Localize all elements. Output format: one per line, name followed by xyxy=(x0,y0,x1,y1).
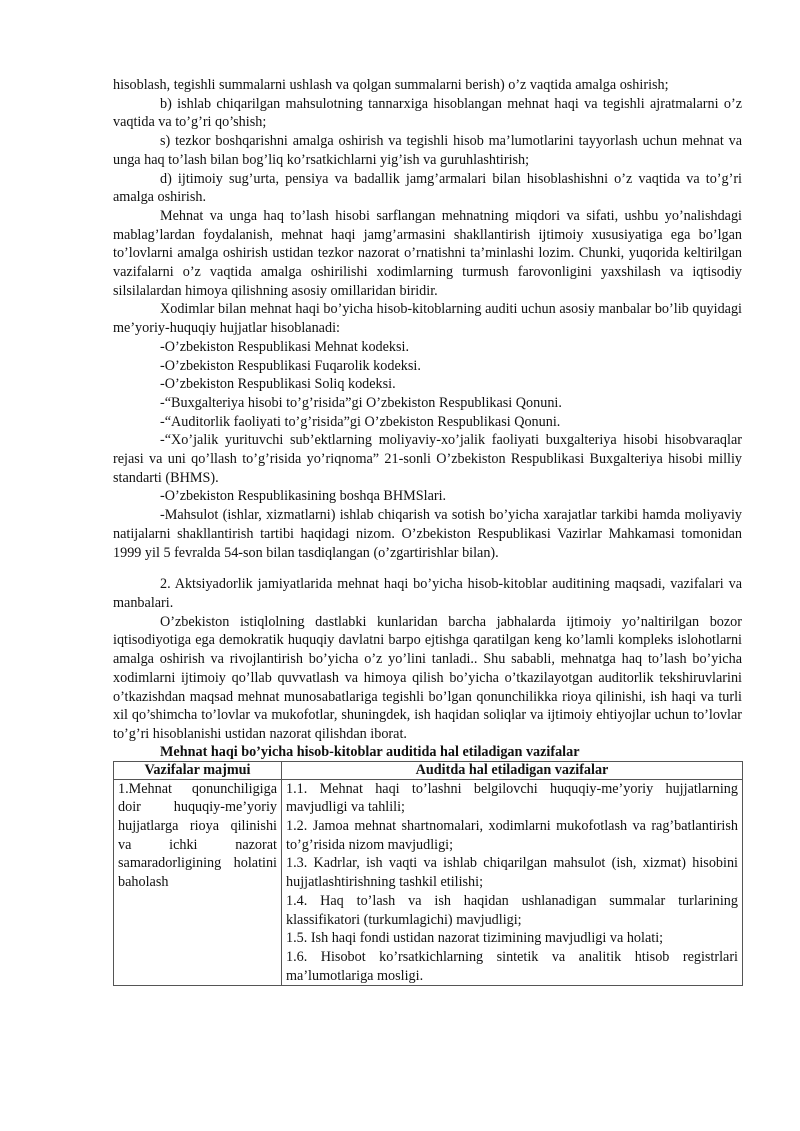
table-header-row xyxy=(114,761,743,779)
section-heading: 2. Aktsiyadorlik jamiyatlarida mehnat haqi bo’yicha hisob-kitoblar auditining maqsadi, vazifalari va manbalari. xyxy=(113,576,742,611)
list-item: -“Auditorlik faoliyati to’g’risida”gi O’zbekiston Respublikasi Qonuni. xyxy=(160,413,561,430)
paragraph: s) tezkor boshqarishni amalga oshirish va tegishli hisob ma’lumotlarini tayyorlash uchun mehnat va unga haq to’lash bilan bog’liq ko’rsatkichlarni yig’ish va guruhlashtirish; xyxy=(113,133,742,168)
list-item: -“Buxgalteriya hisobi to’g’risida”gi O’zbekiston Respublikasi Qonuni. xyxy=(160,394,562,411)
list-item: -Mahsulot (ishlar, xizmatlarni) ishlab chiqarish va sotish bo’yicha xarajatlar tarkibi hamda moliyaviy natijalarni shakllantirish tartibi haqidagi nizom. O’zbekiston Respublikasi Vazirlar Mahkamasi tomonidan 1999 yil 5 fevralda 54-son bilan tasdiqlangan (o’zgartirishlar bilan). xyxy=(113,507,742,561)
list-item: -O’zbekiston Respublikasi Soliq kodeksi. xyxy=(160,376,396,393)
paragraph-list-top xyxy=(113,76,742,562)
paragraph: Mehnat va unga haq to’lash hisobi sarflangan mehnatning miqdori va sifati, ushbu yo’nalishdagi mablag’lardan foydalanish, mehnat haqi jamg’armasini shakllantirish ijtimoiy xususiyatiga ega bo’lgan to’lovlarni amalga oshirish ustidan tezkor nazorat o’rnatishni ta’minlashi lozim. Chunki, yuqorida keltirilgan vazifalarni o’z vaqtida amalga oshirilishi xodimlarning turmush farovonligini yaxshilash va iqtisodiy silsilalardan himoya qilishning asosiy omillaridan biridir. xyxy=(113,207,742,299)
task-list-cell xyxy=(282,779,743,986)
document-page xyxy=(113,76,742,986)
paragraph: Xodimlar bilan mehnat haqi bo’yicha hisob-kitoblarning auditi uchun asosiy manbalar bo’lib quyidagi me’yoriy-huquqiy hujjatlar hisoblanadi: xyxy=(113,301,742,337)
column-header-tasks: Auditda hal etiladigan vazifalar xyxy=(282,761,743,779)
task-item: 1.5. Ish haqi fondi ustidan nazorat tizimining mavjudligi va holati; xyxy=(286,930,664,947)
list-item: -O’zbekiston Respublikasi Fuqarolik kodeksi. xyxy=(160,357,421,374)
table-title: Mehnat haqi bo’yicha hisob-kitoblar auditida hal etiladigan vazifalar xyxy=(160,743,580,760)
task-item: 1.4. Haq to’lash va ish haqidan ushlanadigan summalar turlarining klassifikatori (turkumlagichi) mavjudligi; xyxy=(286,892,738,928)
column-header-group: Vazifalar majmui xyxy=(114,761,282,779)
task-group-cell: 1.Mehnat qonunchiligiga doir huquqiy-me’yoriy hujjatlarga rioya qilinishi va ichki nazorat samaradorligining holatini baholash xyxy=(114,779,282,986)
list-item: -O’zbekiston Respublikasi Mehnat kodeksi. xyxy=(160,338,410,355)
spacer xyxy=(113,562,742,575)
task-item: 1.1. Mehnat haqi to’lashni belgilovchi huquqiy-me’yoriy hujjatlarning mavjudligi va tahlili; xyxy=(286,780,738,816)
task-item: 1.3. Kadrlar, ish vaqti va ishlab chiqarilgan mahsulot (ish, xizmat) hisobini hujjatlashtirishning tashkil etilishi; xyxy=(286,855,738,891)
paragraph: d) ijtimoiy sug’urta, pensiya va badallik jamg’armalari bilan hisoblashishni o’z vaqtida va to’g’ri amalga oshirish. xyxy=(113,170,742,206)
list-item: -O’zbekiston Respublikasining boshqa BHMSlari. xyxy=(160,488,447,505)
list-item: -“Xo’jalik yurituvchi sub’ektlarning moliyaviy-xo’jalik faoliyati buxgalteriya hisobi hisobvaraqlar rejasi va uni qo’llash to’g’risida yo’riqnoma” 21-sonli O’zbekiston Respublikasi Buxgalteriya hisobi milliy standarti (BHMS). xyxy=(113,432,742,486)
paragraph: hisoblash, tegishli summalarni ushlash va qolgan summalarni berish) o’z vaqtida amalga oshirish; xyxy=(113,77,669,93)
paragraph-main: O’zbekiston istiqlolning dastlabki kunlaridan barcha jabhalarda ijtimoiy yo’naltirilgan bozor iqtisodiyotiga ega demokratik huquqiy davlatni barpo ejtishga qaratilgan keng ko’lamli kompleks islohotlarni amalga oshirish va rivojlantirish bo’yicha o’z yo’lini tanladi.. Shu sababli, mehnatga haq to’lash bo’yicha xodimlarni ijtimoiy qo’llab quvvatlash va himoya qilish bo’yicha o’tkazilayotgan auditorlik tekshiruvlarini o’tkazishdan maqsad mehnat munosabatlariga tegishli bo’lgan qonunchilikka rioya qilinishi, ish haqi va turli xil qo’shimcha to’lovlar va mukofotlar, shuningdek, ish haqidan soliqlar va ijtimoiy ehtiyojlar uchun to’lovlar to’g’ri hisoblanishi ustidan nazorat qilishdan iborat. xyxy=(113,613,742,742)
paragraph: b) ishlab chiqarilgan mahsulotning tannarxiga hisoblangan mehnat haqi va tegishli ajratmalarni o’z vaqtida va to’g’ri qo’shish; xyxy=(113,95,742,131)
task-item: 1.2. Jamoa mehnat shartnomalari, xodimlarni mukofotlash va rag’batlantirish to’g’risida nizom mavjudligi; xyxy=(286,818,738,853)
tasks-table xyxy=(113,761,743,987)
task-item: 1.6. Hisobot ko’rsatkichlarning sintetik va analitik htisob registrlari ma’lumotlariga mosligi. xyxy=(286,948,738,984)
table-row xyxy=(114,779,743,986)
